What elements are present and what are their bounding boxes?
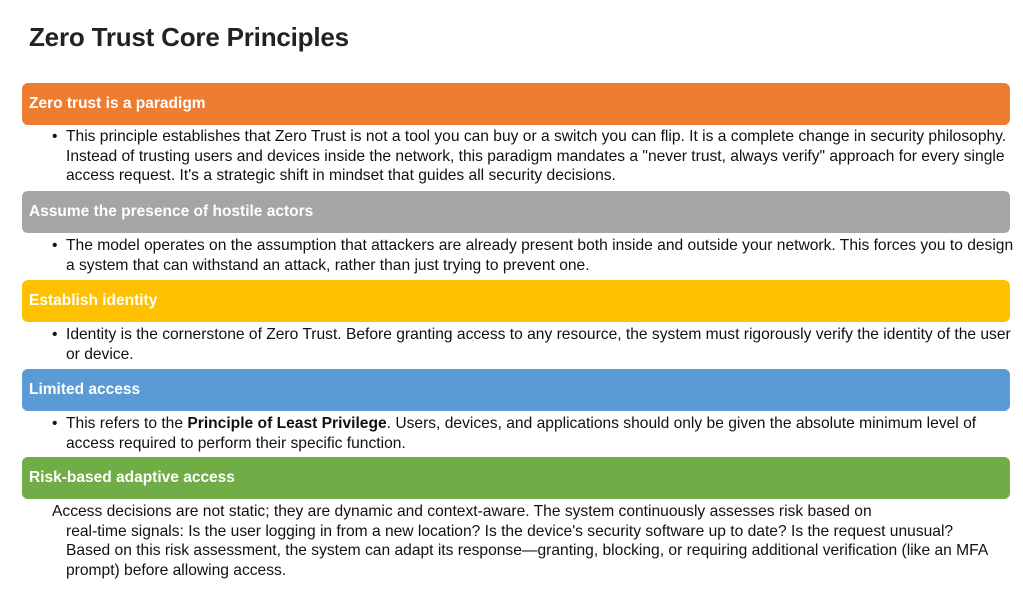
principle-of-least-privilege-text: Principle of Least Privilege: [187, 415, 387, 432]
bullet-icon: •: [52, 128, 58, 145]
section-text-before: This refers to the: [66, 415, 188, 432]
section-header-zero-trust-paradigm: [22, 83, 1010, 125]
section-heading: Zero trust is a paradigm: [29, 95, 206, 112]
bullet-icon: •: [52, 237, 58, 254]
section-text: This principle establishes that Zero Trust is not a tool you can buy or a switch you can flip. It is a complete change in security philosophy. Instead of trusting users and devices inside the network, this paradigm mandates a "never trust, always verify" approach for every single access request. It's a strategic shift in mindset that guides all security decisions.: [66, 128, 1007, 184]
section-heading: Assume the presence of hostile actors: [29, 203, 314, 220]
bullet-icon: •: [52, 415, 58, 432]
section-body-hostile-actors: [48, 236, 1016, 275]
bullet-icon: •: [52, 326, 58, 343]
section-header-risk-based-access: [22, 457, 1010, 499]
section-heading: Establish identity: [29, 292, 158, 309]
section-header-hostile-actors: [22, 191, 1010, 233]
section-heading: Limited access: [29, 381, 141, 398]
section-text-after: . Users, devices, and applications should only be given the absolute minimum level of access required to perform their specific function.: [66, 415, 977, 452]
section-body-zero-trust-paradigm: [48, 127, 1016, 186]
section-header-limited-access: [22, 369, 1010, 411]
section-body-establish-identity: [48, 325, 1016, 364]
section-text-rest: real-time signals: Is the user logging in from a new location? Is the device's security software up to date? Is the request unusual? Based on this risk assessment, the system can adapt its response—granting, blocking, or requiring additional verification (like an MFA prompt) before allowing access.: [66, 522, 988, 579]
section-text: The model operates on the assumption that attackers are already present both inside and outside your network. This forces you to design a system that can withstand an attack, rather than just trying to prevent one.: [66, 237, 1014, 274]
section-body-risk-based-access: [52, 502, 997, 580]
section-text-first-line: Access decisions are not static; they are dynamic and context-aware. The system continuously assesses risk based on: [52, 503, 872, 520]
page-title: Zero Trust Core Principles: [29, 22, 349, 52]
section-header-establish-identity: [22, 280, 1010, 322]
section-body-limited-access: [48, 414, 1016, 453]
section-text: Identity is the cornerstone of Zero Trust. Before granting access to any resource, the system must rigorously verify the identity of the user or device.: [66, 326, 1011, 363]
section-heading: Risk-based adaptive access: [29, 469, 235, 486]
